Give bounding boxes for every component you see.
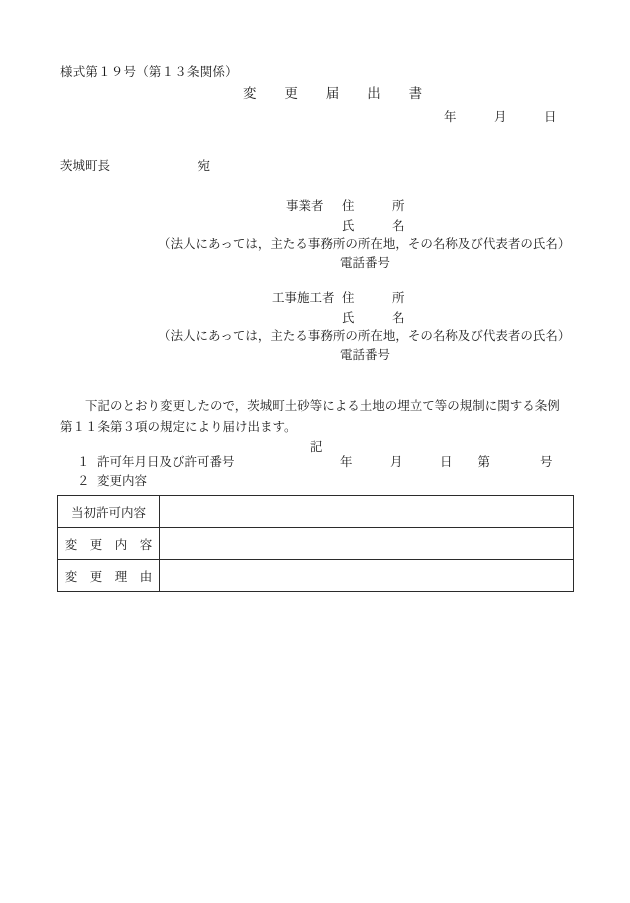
addressee-line: 茨城町長 宛 — [60, 159, 211, 173]
operator-name-label: 氏 名 — [342, 219, 405, 233]
contractor-corporate-note: （法人にあっては，主たる事務所の所在地，その名称及び代表者の氏名） — [158, 329, 571, 343]
operator-role-label: 事業者 — [286, 199, 324, 213]
item-1-number: １ — [77, 455, 90, 469]
contractor-phone-label: 電話番号 — [340, 348, 391, 362]
row-label-change-reason: 変 更 理 由 — [58, 560, 160, 592]
ki-marker: 記 — [310, 440, 323, 454]
row-value-change-content[interactable] — [160, 528, 574, 560]
operator-address-label: 住 所 — [342, 199, 405, 213]
body-paragraph-line-1: 下記のとおり変更したので，茨城町土砂等による土地の埋立て等の規制に関する条例 — [60, 399, 560, 413]
body-paragraph-line-2: 第１１条第３項の規定により届け出ます。 — [60, 420, 297, 434]
contractor-name-label: 氏 名 — [342, 311, 405, 325]
row-label-change-content: 変 更 内 容 — [58, 528, 160, 560]
contractor-role-label: 工事施工者 — [272, 291, 335, 305]
table-row — [58, 496, 574, 528]
form-number: 様式第１９号（第１３条関係） — [60, 65, 238, 79]
item-1-fill-in-line: 年 月 日 第 号 — [340, 455, 553, 469]
contractor-address-label: 住 所 — [342, 291, 405, 305]
table-row — [58, 528, 574, 560]
row-value-original-permit[interactable] — [160, 496, 574, 528]
item-1-label: 許可年月日及び許可番号 — [97, 455, 235, 469]
row-label-original-permit: 当初許可内容 — [58, 496, 160, 528]
item-2-label: 変更内容 — [97, 474, 148, 488]
table-row — [58, 560, 574, 592]
row-value-change-reason[interactable] — [160, 560, 574, 592]
operator-phone-label: 電話番号 — [340, 256, 391, 270]
change-details-table — [57, 495, 574, 592]
submission-date-line: 年 月 日 — [444, 110, 557, 124]
operator-corporate-note: （法人にあっては，主たる事務所の所在地，その名称及び代表者の氏名） — [158, 237, 571, 251]
document-title: 変 更 届 出 書 — [243, 86, 423, 101]
item-2-number: ２ — [77, 474, 90, 488]
